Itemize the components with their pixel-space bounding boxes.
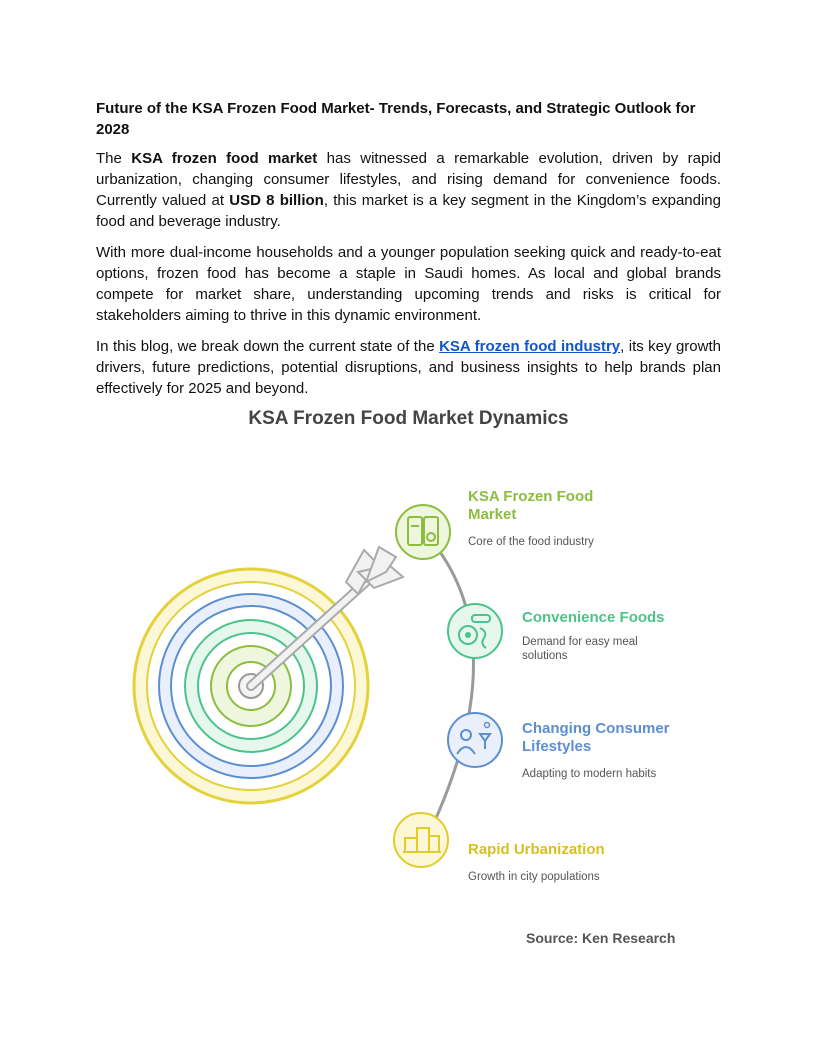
infographic — [96, 392, 721, 972]
frozen-food-box-icon — [396, 505, 450, 559]
item-title-rapid-urbanization: Rapid Urbanization — [468, 841, 605, 858]
infographic-title: KSA Frozen Food Market Dynamics — [248, 408, 569, 429]
meal-icon — [448, 604, 502, 658]
lifestyle-icon — [448, 713, 502, 767]
city-icon — [394, 813, 448, 867]
paragraph-intro: The KSA frozen food market has witnessed a remarkable evolution, driven by rapid urbanization, changing consumer lifestyles, and rising demand for convenience foods. Currently valued at USD 8 billion, this market is a key segment in the Kingdom’s expanding food and beverage industry. — [96, 150, 721, 230]
source-credit: Source: Ken Research — [526, 930, 676, 946]
paragraph-households: With more dual-income households and a younger population seeking quick and ready-to-eat options, frozen food has become a staple in Saudi homes. As local and global brands compete for market share, understanding upcoming trends and risks is critical for stakeholders aiming to thrive in this dynamic environment. — [96, 244, 721, 324]
item-desc-consumer-lifestyles: Adapting to modern habits — [522, 768, 657, 780]
item-title-consumer-lifestyles: Changing Consumer Lifestyles — [522, 720, 670, 755]
item-title-frozen-food-market: KSA Frozen Food Market — [468, 488, 594, 523]
infographic-graphic — [96, 392, 721, 972]
article — [96, 98, 721, 397]
connector-arc — [426, 534, 474, 840]
bold-market-name: KSA frozen food market — [131, 150, 318, 167]
item-desc-frozen-food-market: Core of the food industry — [468, 536, 594, 548]
item-desc-rapid-urbanization: Growth in city populations — [468, 871, 600, 883]
bold-market-value: USD 8 billion — [229, 192, 324, 209]
article-title: Future of the KSA Frozen Food Market- Trends, Forecasts, and Strategic Outlook for 2028 — [96, 100, 696, 138]
industry-link[interactable]: KSA frozen food industry — [439, 338, 621, 355]
paragraph-blog-intro: In this blog, we break down the current state of the KSA frozen food industry, its key growth drivers, future predictions, potential disruptions, and business insights to help brands plan effectively for 2025 and beyond. — [96, 338, 721, 397]
item-desc-convenience-foods: Demand for easy meal solutions — [522, 636, 638, 662]
item-title-convenience-foods: Convenience Foods — [522, 609, 665, 626]
